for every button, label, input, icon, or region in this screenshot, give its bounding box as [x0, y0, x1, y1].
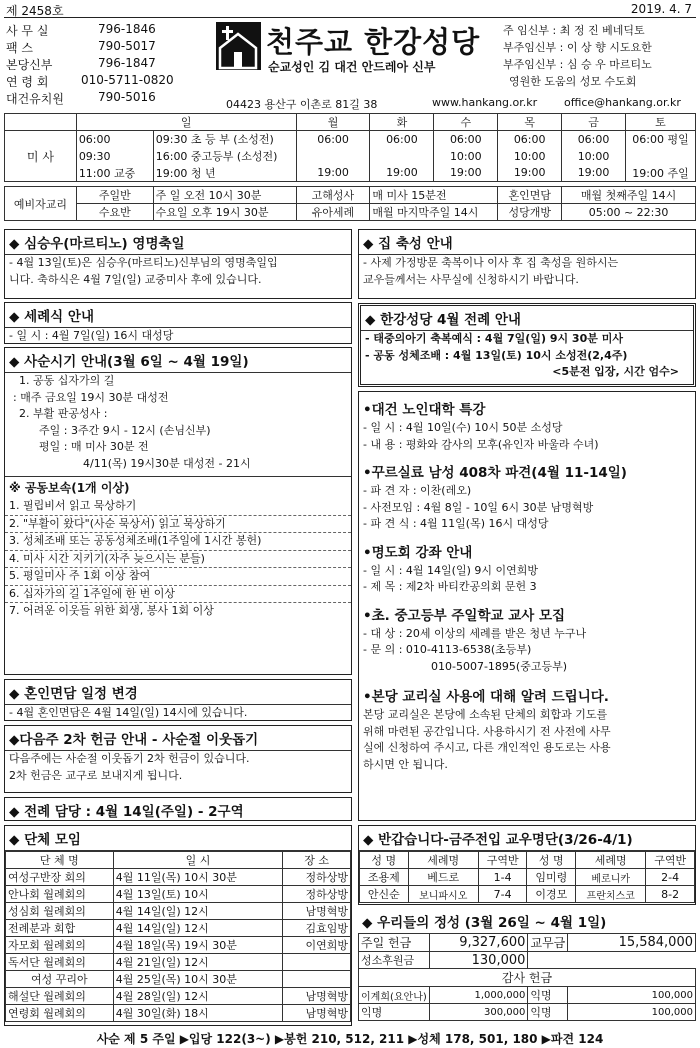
mass-time: 09:30 초 등 부 (소성전): [153, 131, 296, 148]
group-place: [283, 954, 351, 971]
mass-time: 06:00: [296, 131, 370, 148]
group-name: 전례분과 회합: [6, 920, 114, 937]
lent-title: ◆ 사순시기 안내(3월 6일 ~ 4월 19일): [5, 348, 351, 373]
contact-label: 대건유치원: [6, 92, 64, 106]
day-header: 화: [370, 114, 434, 131]
mass-header-row: [5, 114, 696, 131]
mass-schedule-table: [4, 113, 696, 182]
mass-row: [5, 131, 696, 148]
collection-line: 2차 헌금은 교구로 보내지게 됩니다.: [9, 768, 183, 782]
group-time: 4월 14일(일) 12시: [113, 903, 283, 920]
liturgy-guide-line: <5분전 입장, 시간 엄수>: [552, 365, 679, 378]
issue-number: 제 2458호: [6, 4, 64, 18]
mass-time: [625, 148, 695, 165]
mass-time: 06:00: [498, 131, 562, 148]
newcomers-title: ◆ 반갑습니다-금주전입 교우명단(3/26-4/1): [359, 826, 695, 851]
classroom-line: 본당 교리실은 본당에 소속된 단체의 회합과 기도를: [363, 708, 608, 721]
mass-time: 06:00: [434, 131, 498, 148]
table-row: [360, 886, 695, 903]
mass-time: [370, 148, 434, 165]
table-row: [359, 934, 696, 952]
group-name: 성심회 월례회의: [6, 903, 114, 920]
baptism-title: ◆ 세례식 안내: [5, 303, 351, 328]
lent-line: 평일 : 매 미사 30분 전: [39, 440, 149, 453]
wedding-section: [4, 679, 352, 721]
mass-time: 19:00: [562, 165, 626, 182]
contact-list: [6, 22, 211, 107]
mass-time: 09:30: [76, 148, 153, 165]
newcomer-baptism-name: 보니파시오: [408, 886, 478, 903]
col-header: 단 체 명: [6, 852, 114, 869]
mass-time: 19:00: [370, 165, 434, 182]
offering-table: [358, 933, 696, 1021]
classroom-line: 실에 신청하여 주시고, 다른 개인적인 용도로는 사용: [363, 741, 611, 754]
house-blessing-section: [358, 229, 696, 299]
teacher-recruit-line: - 대 상 : 20세 이상의 세례를 받은 청년 누구나: [363, 626, 587, 640]
group-place: 정하상방: [283, 869, 351, 886]
groups-title: ◆ 단체 모임: [5, 826, 351, 851]
table-row: [359, 969, 696, 987]
church-name: 천주교 한강성당: [266, 25, 481, 59]
newcomer-name: 안신순: [360, 886, 409, 903]
mass-time: 06:00: [562, 131, 626, 148]
group-time: 4월 21일(일) 12시: [113, 954, 283, 971]
penance-item: 5. 평일미사 주 1회 이상 참여: [5, 568, 351, 586]
devotion-cell: 혼인면담: [498, 187, 562, 204]
devotion-cell: 수요일 오후 19시 30분: [153, 204, 296, 221]
teacher-recruit-line: 010-5007-1895(중고등부): [431, 659, 568, 673]
contact-label: 본당신부: [6, 58, 53, 72]
group-name: 독서단 월례회의: [6, 954, 114, 971]
clergy-item: 부주임신부 : 심 승 우 마르티노: [503, 58, 652, 71]
table-row: [6, 988, 351, 1005]
group-place: 남명혁방: [283, 903, 351, 920]
donor-name: 익명: [359, 1004, 430, 1021]
table-row: [6, 1005, 351, 1022]
mass-time: [296, 148, 370, 165]
collection-section: [4, 725, 352, 793]
group-name: 연령회 월례회의: [6, 1005, 114, 1022]
newcomer-name: 이경모: [527, 886, 576, 903]
devotion-cell: 05:00 ~ 22:30: [562, 204, 696, 221]
penance-subsection: [5, 476, 351, 620]
day-header: 금: [562, 114, 626, 131]
group-place: 이연희방: [283, 937, 351, 954]
day-header: 목: [498, 114, 562, 131]
mass-label: 미 사: [5, 131, 77, 182]
liturgy-guide-line: - 태중의아기 축복예식 : 4월 7일(일) 9시 30분 미사: [365, 332, 623, 345]
mass-row: [5, 165, 696, 182]
newcomer-name: 조용제: [360, 869, 409, 886]
group-time: 4월 14일(일) 12시: [113, 920, 283, 937]
offering-title: ◆ 우리들의 정성 (3월 26일 ~ 4월 1일): [362, 915, 607, 931]
collection-title: ◆다음주 2차 헌금 안내 - 사순절 이웃돕기: [5, 726, 351, 751]
contact-value: 796-1846: [98, 22, 156, 36]
contact-row: [6, 73, 211, 90]
contact-value: 790-5017: [98, 39, 156, 53]
newcomer-district: 1-4: [478, 869, 527, 886]
feast-line: - 4월 13일(토)은 심승우(마르티노)신부님의 영명축일입: [9, 256, 278, 269]
contact-row: [6, 22, 211, 39]
group-time: 4월 18일(목) 19시 30분: [113, 937, 283, 954]
feast-title: ◆ 심승우(마르티노) 영명축일: [5, 230, 351, 255]
col-header: 세례명: [408, 852, 478, 869]
newcomer-baptism-name: 베로니카: [576, 869, 646, 886]
col-header: 구역반: [478, 852, 527, 869]
offering-label: 교무금: [528, 934, 568, 952]
group-place: [283, 971, 351, 988]
clergy-item: 주 임신부 : 최 정 진 베네딕토: [503, 24, 645, 37]
notices-section: [358, 391, 696, 821]
cursillo-title: •꾸르실료 남성 408차 파견(4월 11-14일): [363, 465, 627, 481]
group-name: 자모회 월례회의: [6, 937, 114, 954]
lent-section: [4, 347, 352, 675]
col-header: 일 시: [113, 852, 283, 869]
mass-time: 06:00: [370, 131, 434, 148]
mass-time: 10:00: [562, 148, 626, 165]
devotion-cell: 매월 첫째주일 14시: [562, 187, 696, 204]
day-header: 월: [296, 114, 370, 131]
feast-line: 니다. 축하식은 4월 7일(일) 교중미사 후에 있습니다.: [9, 272, 262, 286]
table-row: [359, 987, 696, 1004]
table-row: [6, 869, 351, 886]
groups-section: [4, 825, 352, 1026]
mass-time: 06:00: [76, 131, 153, 148]
collection-line: 다음주에는 사순절 이웃돕기 2차 헌금이 있습니다.: [9, 752, 250, 765]
contact-value: 790-5016: [98, 90, 156, 104]
newcomers-section: [358, 825, 696, 905]
group-time: 4월 11일(목) 10시 30분: [113, 869, 283, 886]
table-row: [6, 903, 351, 920]
lent-line: : 매주 금요일 19시 30분 대성전: [13, 390, 169, 404]
devotion-table: [4, 186, 696, 221]
day-header: 토: [625, 114, 695, 131]
group-name: 여성구반장 회의: [6, 869, 114, 886]
donation-amount: 300,000: [429, 1004, 528, 1021]
classroom-title: •본당 교리실 사용에 대해 알려 드립니다.: [363, 689, 609, 705]
table-row: [6, 971, 351, 988]
newcomer-name: 임미령: [527, 869, 576, 886]
devotion-cell: 주 일 오전 10시 30분: [153, 187, 296, 204]
clergy-list: [503, 22, 698, 90]
mass-time: 16:00 중고등부 (소성전): [153, 148, 296, 165]
offering-section: [358, 909, 696, 1026]
group-name: 해설단 월례회의: [6, 988, 114, 1005]
thanks-offering-label: 감사 헌금: [359, 969, 696, 987]
newcomers-header-row: [360, 852, 695, 869]
offering-value: 15,584,000: [568, 934, 696, 952]
teacher-recruit-title: •초. 중고등부 주일학교 교사 모집: [363, 607, 566, 624]
penance-item: 6. 십자가의 길 1주일에 한 번 이상: [5, 586, 351, 604]
group-place: 남명혁방: [283, 1005, 351, 1022]
house-blessing-title: ◆ 집 축성 안내: [359, 230, 695, 255]
lecture-line: - 제 목 : 제2차 바티칸공의회 문헌 3: [363, 580, 537, 593]
penance-item: 2. "부활이 왔다"(사순 묵상서) 읽고 묵상하기: [5, 516, 351, 534]
devotion-cell: 주일반: [76, 187, 153, 204]
liturgy-guide-line: - 공동 성체조배 : 4월 13일(토) 10시 소성전(2,4주): [365, 348, 628, 362]
classroom-line: 위해 마련된 공간입니다. 사용하시기 전 사전에 사무: [363, 724, 611, 738]
table-row: [6, 886, 351, 903]
devotion-cell: 매월 마지막주일 14시: [370, 204, 498, 221]
lecture-line: - 일 시 : 4월 14일(일) 9시 이연희방: [363, 563, 538, 577]
table-row: [359, 952, 696, 969]
mass-time: 19:00 주일: [625, 165, 695, 182]
group-name: 안나회 월례회의: [6, 886, 114, 903]
donor-name: 익명: [528, 1004, 568, 1021]
footer-hymns: 사순 제 5 주일 ▶입당 122(3~) ▶봉헌 210, 512, 211 ▶성체 178, 501, 180 ▶파견 124: [96, 1032, 604, 1046]
table-row: [6, 920, 351, 937]
newcomer-baptism-name: 프란치스코: [576, 886, 646, 903]
senior-college-title: •대건 노인대학 특강: [363, 402, 486, 418]
penance-item: 3. 성체조배 또는 공동성체조배(1주일에 1시간 봉헌): [5, 533, 351, 551]
donation-amount: 100,000: [568, 987, 696, 1004]
groups-header-row: [6, 852, 351, 869]
group-place: 정하상방: [283, 886, 351, 903]
offering-value: 9,327,600: [429, 934, 528, 952]
group-time: 4월 28일(일) 12시: [113, 988, 283, 1005]
contact-label: 사 무 실: [6, 24, 49, 38]
table-row: [359, 1004, 696, 1021]
penance-item: 4. 미사 시간 지키기(자주 늦으시는 분들): [5, 551, 351, 569]
offering-label: 주일 헌금: [359, 934, 430, 952]
clergy-item: 부주임신부 : 이 상 향 시도요한: [503, 41, 652, 54]
issue-date: 2019. 4. 7: [630, 2, 692, 16]
groups-table: [5, 851, 351, 1022]
newcomer-district: 8-2: [646, 886, 695, 903]
table-row: [6, 937, 351, 954]
group-place: 남명혁방: [283, 988, 351, 1005]
classroom-line: 하시면 안 됩니다.: [363, 757, 448, 771]
cursillo-line: - 파 견 식 : 4월 11일(목) 16시 대성당: [363, 517, 549, 530]
devotion-cell: 유아세례: [296, 204, 370, 221]
devotion-row: [5, 187, 696, 204]
lent-line: 주일 : 3주간 9시 - 12시 (손님신부): [39, 423, 211, 437]
lent-line: 2. 부활 판공성사 :: [19, 407, 108, 420]
wedding-line: - 4월 혼인면담은 4월 14일(일) 14시에 있습니다.: [9, 706, 248, 719]
group-name: 여성 꾸리아: [6, 971, 114, 988]
contact-row: [6, 90, 211, 107]
col-header: 성 명: [527, 852, 576, 869]
senior-college-line: - 일 시 : 4월 10일(수) 10시 50분 소성당: [363, 421, 563, 434]
contact-value: 010-5711-0820: [81, 73, 174, 87]
church-logo-icon: [216, 22, 261, 70]
group-time: 4월 25일(목) 10시 30분: [113, 971, 283, 988]
mass-time: 10:00: [434, 148, 498, 165]
church-patron: 순교성인 김 대건 안드레아 신부: [268, 60, 436, 74]
liturgy-duty-section: [4, 797, 352, 821]
newcomer-baptism-name: 베드로: [408, 869, 478, 886]
church-website[interactable]: www.hankang.or.kr: [432, 96, 538, 109]
cursillo-line: - 사전모임 : 4월 8일 - 10일 6시 30분 남명혁방: [363, 500, 594, 514]
newcomers-table: [359, 851, 695, 903]
newcomer-district: 7-4: [478, 886, 527, 903]
col-header: 세례명: [576, 852, 646, 869]
col-header: 성 명: [360, 852, 409, 869]
contact-label: 팩 스: [6, 41, 33, 55]
liturgy-duty-title: ◆ 전례 담당 : 4월 14일(주일) - 2구역: [9, 804, 244, 820]
group-place: 김효임방: [283, 920, 351, 937]
donation-amount: 1,000,000: [429, 987, 528, 1004]
contact-row: [6, 56, 211, 73]
clergy-item: 영원한 도움의 성모 수도회: [509, 75, 637, 88]
table-row: [360, 869, 695, 886]
offering-value: 130,000: [429, 952, 528, 969]
day-header: 일: [76, 114, 296, 131]
mass-time: 19:00: [296, 165, 370, 182]
devotion-cell: 고해성사: [296, 187, 370, 204]
feast-section: [4, 229, 352, 299]
contact-row: [6, 39, 211, 56]
group-time: 4월 13일(토) 10시: [113, 886, 283, 903]
mass-time: 19:00: [498, 165, 562, 182]
day-header: 수: [434, 114, 498, 131]
lecture-title: •명도회 강좌 안내: [363, 544, 473, 561]
mass-time: 10:00: [498, 148, 562, 165]
senior-college-line: - 내 용 : 평화와 감사의 모후(유인자 바울라 수녀): [363, 437, 599, 451]
church-email[interactable]: office@hankang.or.kr: [564, 96, 681, 109]
devotion-row: [5, 204, 696, 221]
donor-name: 이계희(요안나): [359, 987, 430, 1004]
house-blessing-line: 교우들께서는 사무실에 신청하시기 바랍니다.: [363, 272, 579, 286]
lent-line: 1. 공동 십자가의 길: [19, 374, 115, 387]
cursillo-line: - 파 견 자 : 이찬(레오): [363, 484, 472, 497]
mass-row: [5, 148, 696, 165]
donor-name: 익명: [528, 987, 568, 1004]
offering-label: 성소후원금: [359, 952, 430, 969]
contact-label: 연 령 회: [6, 75, 49, 89]
penance-item: 1. 필립비서 읽고 묵상하기: [5, 498, 351, 516]
table-row: [6, 954, 351, 971]
penance-item: 7. 어려운 이웃들 위한 회생, 봉사 1회 이상: [9, 604, 214, 617]
mass-time: 19:00 청 년: [153, 165, 296, 182]
donation-amount: 100,000: [568, 1004, 696, 1021]
teacher-recruit-line: - 문 의 : 010-4113-6538(초등부): [363, 643, 532, 656]
penance-title: ※ 공동보속(1개 이상): [9, 481, 130, 495]
col-header: 장 소: [283, 852, 351, 869]
newcomer-district: 2-4: [646, 869, 695, 886]
baptism-section: [4, 302, 352, 344]
liturgy-guide-title: ◆ 한강성당 4월 전례 안내: [361, 306, 693, 331]
mass-time: 06:00 평일: [625, 131, 695, 148]
baptism-line: - 일 시 : 4월 7일(일) 16시 대성당: [9, 329, 174, 342]
group-time: 4월 30일(화) 18시: [113, 1005, 283, 1022]
devotion-cell: 매 미사 15분전: [370, 187, 498, 204]
liturgy-guide-section: [358, 303, 696, 387]
church-address: 04423 용산구 이촌로 81길 38: [226, 98, 378, 111]
house-blessing-line: - 사제 가정방문 축복이나 이사 후 집 축성을 원하시는: [363, 256, 619, 269]
contact-value: 796-1847: [98, 56, 156, 70]
mass-time: 11:00 교중: [76, 165, 153, 182]
mass-time: 19:00: [434, 165, 498, 182]
devotion-cell: 수요반: [76, 204, 153, 221]
col-header: 구역반: [646, 852, 695, 869]
lent-line: 4/11(목) 19시30분 대성전 - 21시: [83, 456, 251, 470]
header-rule: [4, 17, 696, 18]
devotion-label: 예비자교리: [5, 187, 77, 221]
devotion-cell: 성당개방: [498, 204, 562, 221]
wedding-title: ◆ 혼인면담 일정 변경: [5, 680, 351, 705]
